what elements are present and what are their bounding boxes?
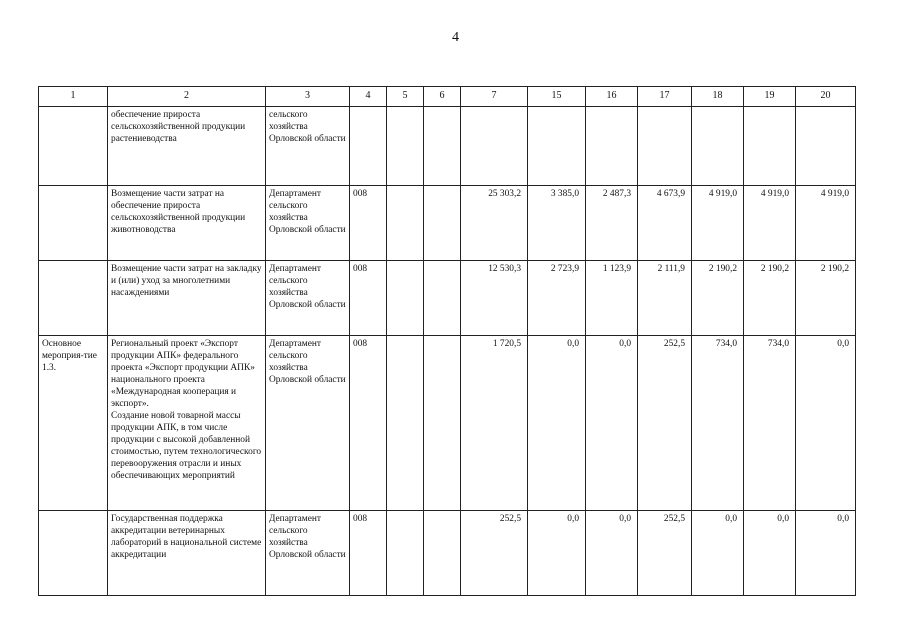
header-row (39, 87, 856, 107)
year-cell: 0,0 (692, 511, 744, 596)
year-cell: 0,0 (796, 511, 856, 596)
year-cell (586, 107, 638, 186)
total-cell: 252,5 (461, 511, 528, 596)
year-cell (744, 107, 796, 186)
code-cell: 008 (350, 186, 387, 261)
code-cell: 008 (350, 261, 387, 336)
page-number: 4 (452, 30, 459, 45)
col6-cell (424, 107, 461, 186)
year-cell: 2 190,2 (692, 261, 744, 336)
header-cell: 2 (108, 87, 266, 107)
year-cell: 0,0 (586, 511, 638, 596)
header-cell: 19 (744, 87, 796, 107)
table-row (39, 186, 856, 261)
year-cell: 3 385,0 (528, 186, 586, 261)
header-cell: 6 (424, 87, 461, 107)
col5-cell (387, 186, 424, 261)
executor-cell: Департамент сельского хозяйства Орловской области (266, 186, 350, 261)
header-cell: 7 (461, 87, 528, 107)
year-cell: 0,0 (744, 511, 796, 596)
year-cell: 252,5 (638, 511, 692, 596)
event-name-cell: Региональный проект «Экспорт продукции АПК» федерального проекта «Экспорт продукции АПК» национального проекта «Международная кооперация и экспорт». Создание новой товарной массы продукции АПК, в том числе продукции с высокой добавленной стоимостью, путем технологического перевооружения отрасли и иных обеспечивающих мероприятий (108, 336, 266, 511)
header-cell: 4 (350, 87, 387, 107)
total-cell: 25 303,2 (461, 186, 528, 261)
year-cell: 734,0 (692, 336, 744, 511)
code-cell: 008 (350, 511, 387, 596)
col6-cell (424, 336, 461, 511)
table-row (39, 261, 856, 336)
event-label-cell (39, 107, 108, 186)
year-cell: 734,0 (744, 336, 796, 511)
year-cell: 2 190,2 (796, 261, 856, 336)
executor-cell: Департамент сельского хозяйства Орловской области (266, 261, 350, 336)
year-cell: 4 919,0 (692, 186, 744, 261)
event-name-cell: Возмещение части затрат на обеспечение прироста сельскохозяйственной продукции животноводства (108, 186, 266, 261)
table-row (39, 336, 856, 511)
executor-cell: Департамент сельского хозяйства Орловской области (266, 336, 350, 511)
code-cell: 008 (350, 336, 387, 511)
event-label-cell: Основное мероприя-тие 1.3. (39, 336, 108, 511)
total-cell (461, 107, 528, 186)
year-cell (796, 107, 856, 186)
year-cell: 2 487,3 (586, 186, 638, 261)
header-cell: 18 (692, 87, 744, 107)
col6-cell (424, 261, 461, 336)
event-label-cell (39, 261, 108, 336)
col5-cell (387, 261, 424, 336)
executor-cell: сельского хозяйства Орловской области (266, 107, 350, 186)
col6-cell (424, 186, 461, 261)
year-cell: 4 673,9 (638, 186, 692, 261)
year-cell: 0,0 (528, 511, 586, 596)
col5-cell (387, 511, 424, 596)
event-label-cell (39, 511, 108, 596)
year-cell: 4 919,0 (796, 186, 856, 261)
header-cell: 17 (638, 87, 692, 107)
year-cell: 252,5 (638, 336, 692, 511)
event-label-cell (39, 186, 108, 261)
year-cell (692, 107, 744, 186)
table-row (39, 511, 856, 596)
total-cell: 1 720,5 (461, 336, 528, 511)
event-name-cell: Возмещение части затрат на закладку и (или) уход за многолетними насаждениями (108, 261, 266, 336)
code-cell (350, 107, 387, 186)
header-cell: 16 (586, 87, 638, 107)
year-cell: 0,0 (586, 336, 638, 511)
col6-cell (424, 511, 461, 596)
table-row (39, 107, 856, 186)
header-cell: 20 (796, 87, 856, 107)
header-cell: 15 (528, 87, 586, 107)
header-cell: 5 (387, 87, 424, 107)
executor-cell: Департамент сельского хозяйства Орловской области (266, 511, 350, 596)
year-cell: 2 190,2 (744, 261, 796, 336)
year-cell: 0,0 (796, 336, 856, 511)
year-cell: 2 723,9 (528, 261, 586, 336)
total-cell: 12 530,3 (461, 261, 528, 336)
year-cell: 1 123,9 (586, 261, 638, 336)
header-cell: 1 (39, 87, 108, 107)
col5-cell (387, 336, 424, 511)
year-cell (638, 107, 692, 186)
header-cell: 3 (266, 87, 350, 107)
year-cell: 2 111,9 (638, 261, 692, 336)
event-name-cell: Государственная поддержка аккредитации ветеринарных лабораторий в национальной системе аккредитации (108, 511, 266, 596)
year-cell (528, 107, 586, 186)
year-cell: 0,0 (528, 336, 586, 511)
program-budget-table (38, 86, 856, 596)
col5-cell (387, 107, 424, 186)
year-cell: 4 919,0 (744, 186, 796, 261)
event-name-cell: обеспечение прироста сельскохозяйственной продукции растениеводства (108, 107, 266, 186)
